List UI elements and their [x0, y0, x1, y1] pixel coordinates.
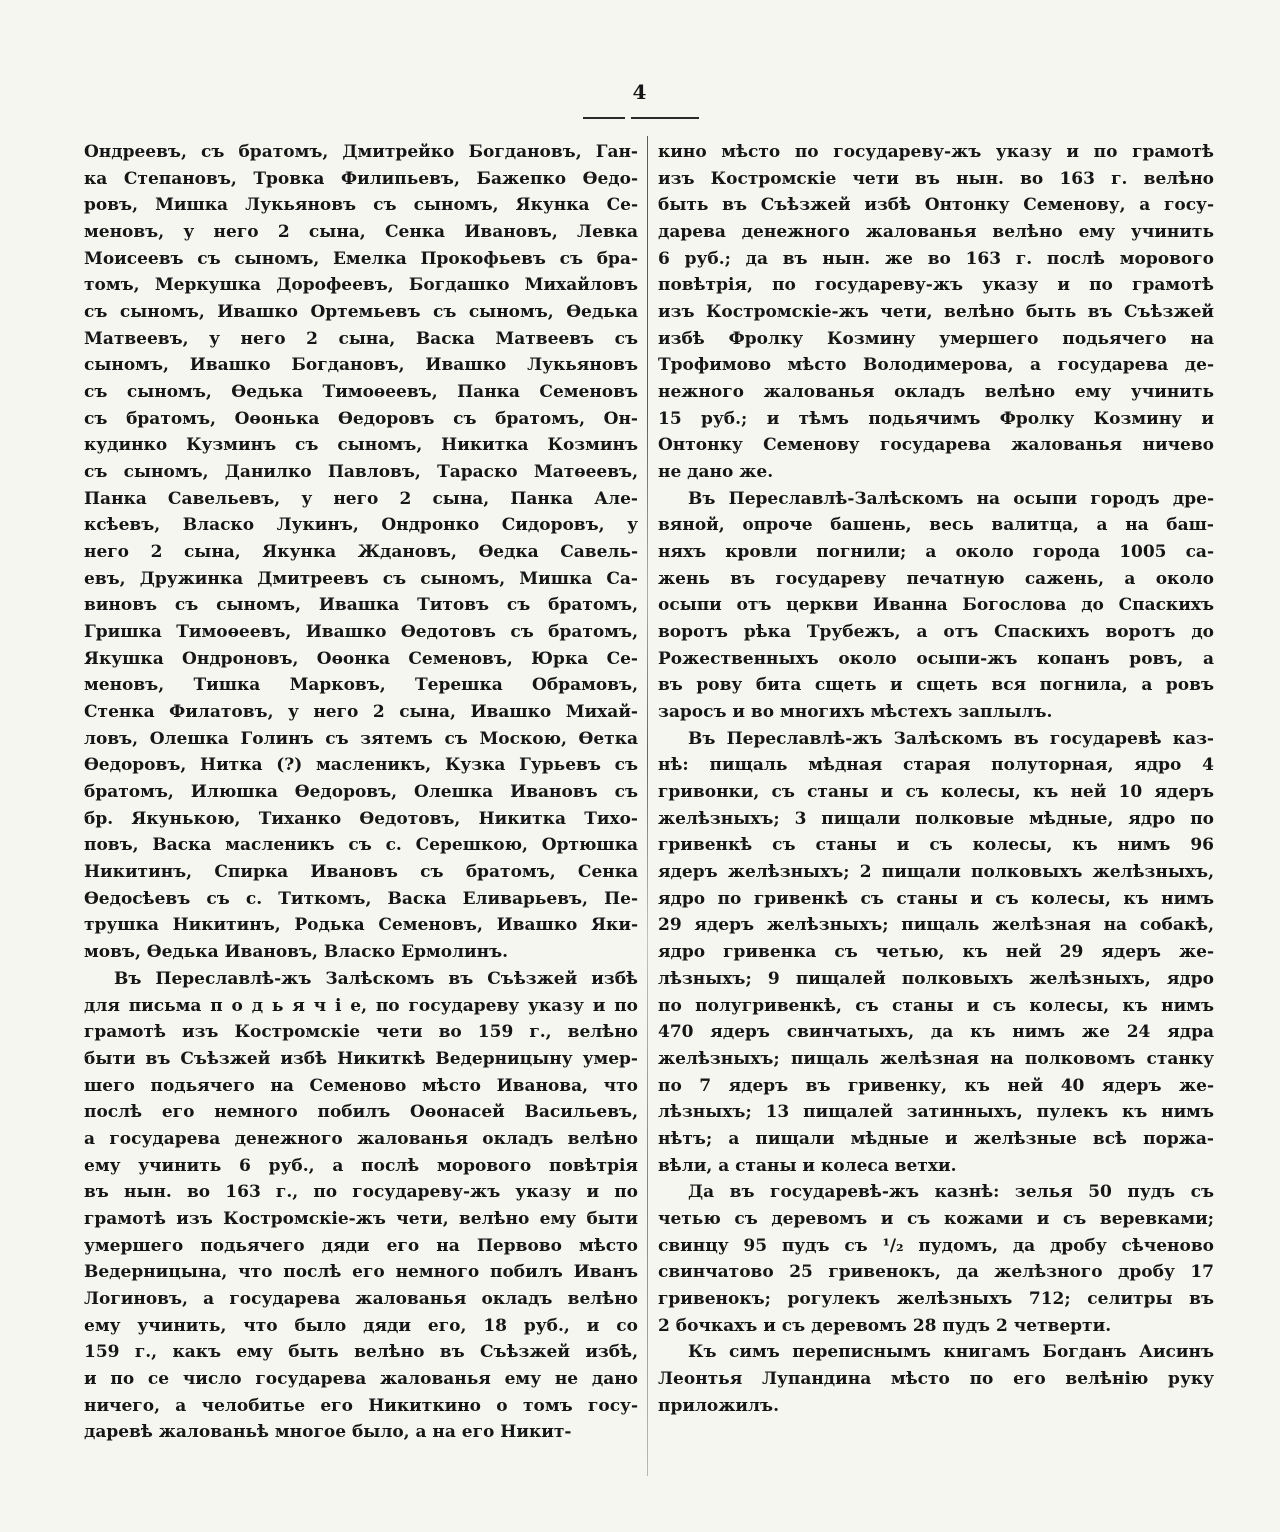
text-line: Логиновъ, а государева жалованья окладъ велѣно: [84, 1288, 638, 1309]
text-line: ксѣевъ, Власко Лукинъ, Ондронко Сидоровъ, у: [84, 515, 638, 536]
text-line: и по се число государева жалованья ему не дано: [84, 1368, 638, 1389]
text-line: гривенокъ; рогулекъ желѣзныхъ 712; селитры въ: [658, 1288, 1214, 1309]
text-line: Якушка Ондроновъ, Оөонка Семеновъ, Юрка Се-: [84, 648, 638, 669]
text-line: 29 ядеръ желѣзныхъ; пищаль желѣзная на собакѣ,: [658, 915, 1214, 936]
text-line: ничего, а челобитье его Никиткино о томъ госу-: [84, 1395, 638, 1416]
text-line: избѣ Фролку Козмину умершего подьячего на: [658, 328, 1214, 349]
paragraph: [658, 726, 1214, 1179]
text-line: мовъ, Өедька Ивановъ, Власко Ермолинъ.: [84, 942, 509, 963]
text-line: повѣтрія, по государеву-жъ указу и по грамотѣ: [658, 275, 1214, 296]
text-line: него 2 сына, Якунка Ждановъ, Өедка Савель-: [84, 542, 638, 563]
paragraph: [658, 1339, 1214, 1419]
text-line: Ондреевъ, съ братомъ, Дмитрейко Богдановъ, Ган-: [84, 142, 638, 162]
page-number-rule: [583, 117, 699, 119]
text-line: Никитинъ, Спирка Ивановъ съ братомъ, Сенка: [84, 862, 638, 883]
paragraph: [84, 139, 638, 966]
text-line: меновъ, у него 2 сына, Сенка Ивановъ, Левка: [84, 222, 638, 243]
text-line: даревѣ жалованьѣ многое было, а на его Никит-: [84, 1422, 572, 1443]
text-line: гривенкѣ съ станы и съ колесы, къ нимъ 96: [658, 835, 1214, 856]
rule-segment: [583, 117, 625, 119]
text-line: съ сыномъ, Ивашко Ортемьевъ съ сыномъ, Өедька: [84, 302, 638, 323]
text-line: дарева денежного жалованья велѣно ему учинить: [658, 222, 1214, 243]
text-line: приложилъ.: [658, 1395, 779, 1416]
text-line: Панка Савельевъ, у него 2 сына, Панка Але-: [84, 488, 638, 509]
text-line: повъ, Васка масленикъ съ с. Серешкою, Ортюшка: [84, 835, 638, 856]
text-line: съ сыномъ, Данилко Павловъ, Тараско Матөеевъ,: [84, 462, 638, 483]
text-line: свинчатово 25 гривенокъ, да желѣзного дробу 17: [658, 1262, 1214, 1283]
paragraph: [658, 486, 1214, 726]
text-line: Трофимово мѣсто Володимерова, а государева де-: [658, 355, 1214, 376]
text-line: ядро гривенка съ четью, къ ней 29 ядеръ же-: [658, 942, 1214, 963]
text-line: ему учинить 6 руб., а послѣ морового повѣтрія: [84, 1155, 638, 1176]
text-line: Өедоровъ, Нитка (?) масленикъ, Кузка Гурьевъ съ: [84, 755, 638, 776]
paragraph: [658, 1179, 1214, 1339]
text-line: изъ Костромскіе чети въ нын. во 163 г. велѣно: [658, 168, 1214, 189]
text-line: Гришка Тимоөеевъ, Ивашко Өедотовъ съ братомъ,: [84, 622, 638, 643]
text-line: послѣ его немного побилъ Оөонасей Васильевъ,: [84, 1102, 638, 1123]
text-line: 159 г., какъ ему быть велѣно въ Съѣзжей избѣ,: [84, 1342, 638, 1363]
text-line: съ сыномъ, Өедька Тимоөеевъ, Панка Семеновъ: [84, 382, 638, 403]
text-line: 15 руб.; и тѣмъ подьячимъ Фролку Козмину и: [658, 408, 1214, 429]
text-line: Въ Переславлѣ-жъ Залѣскомъ въ Съѣзжей избѣ: [114, 968, 638, 989]
text-line: виновъ съ сыномъ, Ивашка Титовъ съ братомъ,: [84, 595, 638, 616]
paragraph: [658, 139, 1214, 486]
text-line: въ нын. во 163 г., по государеву-жъ указу и по: [84, 1182, 638, 1203]
right-column: [658, 139, 1214, 1419]
text-line: кудинко Кузминъ съ сыномъ, Никитка Козминъ: [84, 435, 638, 456]
page-number: 4: [632, 80, 648, 104]
text-line: по полугривенкѣ, съ станы и съ колесы, къ нимъ: [658, 995, 1214, 1016]
text-line: грамотѣ изъ Костромскіе чети во 159 г., велѣно: [84, 1022, 638, 1043]
text-line: быть въ Съѣзжей избѣ Онтонку Семенову, а госу-: [658, 195, 1214, 216]
text-line: кино мѣсто по государеву-жъ указу и по грамотѣ: [658, 142, 1214, 162]
text-line: желѣзныхъ; пищаль желѣзная на полковомъ станку: [658, 1048, 1214, 1069]
text-line: Леонтья Лупандина мѣсто по его велѣнію руку: [658, 1368, 1214, 1389]
text-line: нѣтъ; а пищали мѣдные и желѣзные всѣ поржа-: [658, 1128, 1214, 1149]
text-line: Рожественныхъ около осыпи-жъ копанъ ровъ, а: [658, 648, 1214, 669]
text-line: 2 бочкахъ и съ деревомъ 28 пудъ 2 четверти.: [658, 1315, 1112, 1336]
text-line: быти въ Съѣзжей избѣ Никиткѣ Ведерницыну умер-: [84, 1048, 638, 1069]
text-line: для письма п о д ь я ч і е, по государеву указу и по: [84, 995, 638, 1016]
text-line: заросъ и во многихъ мѣстехъ заплылъ.: [658, 702, 1053, 723]
text-line: 6 руб.; да въ нын. же во 163 г. послѣ морового: [658, 248, 1214, 269]
text-line: ловъ, Олешка Голинъ съ зятемъ съ Москою, Өетка: [84, 728, 638, 749]
text-line: гривонки, съ станы и съ колесы, къ ней 10 ядеръ: [658, 782, 1214, 803]
text-line: ядеръ желѣзныхъ; 2 пищали полковыхъ желѣзныхъ,: [658, 862, 1214, 883]
text-line: Въ Переславлѣ-Залѣскомъ на осыпи городъ дре-: [688, 488, 1214, 509]
text-line: Да въ государевѣ-жъ казнѣ: зелья 50 пудъ съ: [688, 1182, 1214, 1203]
text-line: евъ, Дружинка Дмитреевъ съ сыномъ, Мишка Са-: [84, 568, 638, 589]
text-line: нѣ: пищаль мѣдная старая полуторная, ядро 4: [658, 755, 1214, 776]
text-line: Өедосѣевъ съ с. Титкомъ, Васка Еливарьевъ, Пе-: [84, 888, 638, 909]
column-divider: [647, 136, 648, 1476]
text-line: лѣзныхъ; 13 пищалей затинныхъ, пулекъ къ нимъ: [658, 1102, 1214, 1123]
text-line: бр. Якунькою, Тиханко Өедотовъ, Никитка Тихо-: [84, 808, 638, 829]
text-line: няхъ кровли погнили; а около города 1005 са-: [658, 542, 1214, 563]
text-line: Въ Переславлѣ-жъ Залѣскомъ въ государевѣ каз-: [688, 728, 1214, 749]
text-line: а государева денежного жалованья окладъ велѣно: [84, 1128, 638, 1149]
text-line: грамотѣ изъ Костромскіе-жъ чети, велѣно ему быти: [84, 1208, 638, 1229]
text-line: лѣзныхъ; 9 пищалей полковыхъ желѣзныхъ, ядро: [658, 968, 1214, 989]
text-line: по 7 ядеръ въ гривенку, къ ней 40 ядеръ же-: [658, 1075, 1214, 1096]
text-line: братомъ, Илюшка Өедоровъ, Олешка Ивановъ съ: [84, 782, 638, 803]
text-line: вѣли, а станы и колеса ветхи.: [658, 1155, 957, 1176]
text-line: ка Степановъ, Тровка Филипьевъ, Бажепко Өедо-: [84, 168, 638, 189]
text-line: трушка Никитинъ, Родька Семеновъ, Ивашко Яки-: [84, 915, 638, 936]
text-line: вяной, опроче башень, весь валитца, а на баш-: [658, 515, 1214, 536]
text-line: сыномъ, Ивашко Богдановъ, Ивашко Лукьяновъ: [84, 355, 638, 376]
text-line: съ братомъ, Оөонька Өедоровъ съ братомъ, Он-: [84, 408, 638, 429]
text-line: изъ Костромскіе-жъ чети, велѣно быть въ Съѣзжей: [658, 302, 1214, 323]
text-line: жень въ государеву печатную сажень, а около: [658, 568, 1214, 589]
text-line: четью съ деревомъ и съ кожами и съ веревками;: [658, 1208, 1214, 1229]
text-line: Къ симъ переписнымъ книгамъ Богданъ Аисинъ: [688, 1342, 1214, 1363]
text-line: не дано же.: [658, 462, 774, 483]
text-line: воротъ рѣка Трубежъ, а отъ Спаскихъ воротъ до: [658, 622, 1214, 643]
text-line: умершего подьячего дяди его на Первово мѣсто: [84, 1235, 638, 1256]
text-line: свинцу 95 пудъ съ ¹/₂ пудомъ, да дробу сѣченово: [658, 1235, 1214, 1256]
paragraph: [84, 966, 638, 1446]
text-line: Стенка Филатовъ, у него 2 сына, Ивашко Михай-: [84, 702, 638, 723]
text-line: ему учинить, что было дяди его, 18 руб., и со: [84, 1315, 638, 1336]
text-line: ровъ, Мишка Лукьяновъ съ сыномъ, Якунка Се-: [84, 195, 638, 216]
left-column: [84, 139, 638, 1446]
text-line: Моисеевъ съ сыномъ, Емелка Прокофьевъ съ бра-: [84, 248, 638, 269]
text-line: Онтонку Семенову государева жалованья ничево: [658, 435, 1214, 456]
text-line: желѣзныхъ; 3 пищали полковые мѣдные, ядро по: [658, 808, 1214, 829]
text-line: въ рову бита сщеть и сщеть вся погнила, а ровъ: [658, 675, 1214, 696]
text-line: меновъ, Тишка Марковъ, Терешка Обрамовъ,: [84, 675, 638, 696]
rule-segment: [631, 117, 699, 119]
text-line: осыпи отъ церкви Иванна Богослова до Спаскихъ: [658, 595, 1214, 616]
text-line: 470 ядеръ свинчатыхъ, да къ нимъ же 24 ядра: [658, 1022, 1214, 1043]
text-line: Матвеевъ, у него 2 сына, Васка Матвеевъ съ: [84, 328, 638, 349]
text-line: Ведерницына, что послѣ его немного побилъ Иванъ: [84, 1262, 638, 1283]
text-line: нежного жалованья окладъ велѣно ему учинить: [658, 382, 1214, 403]
text-line: томъ, Меркушка Дорофеевъ, Богдашко Михайловъ: [84, 275, 638, 296]
text-line: ядро по гривенкѣ съ станы и съ колесы, къ нимъ: [658, 888, 1214, 909]
text-line: шего подьячего на Семеново мѣсто Иванова, что: [84, 1075, 638, 1096]
